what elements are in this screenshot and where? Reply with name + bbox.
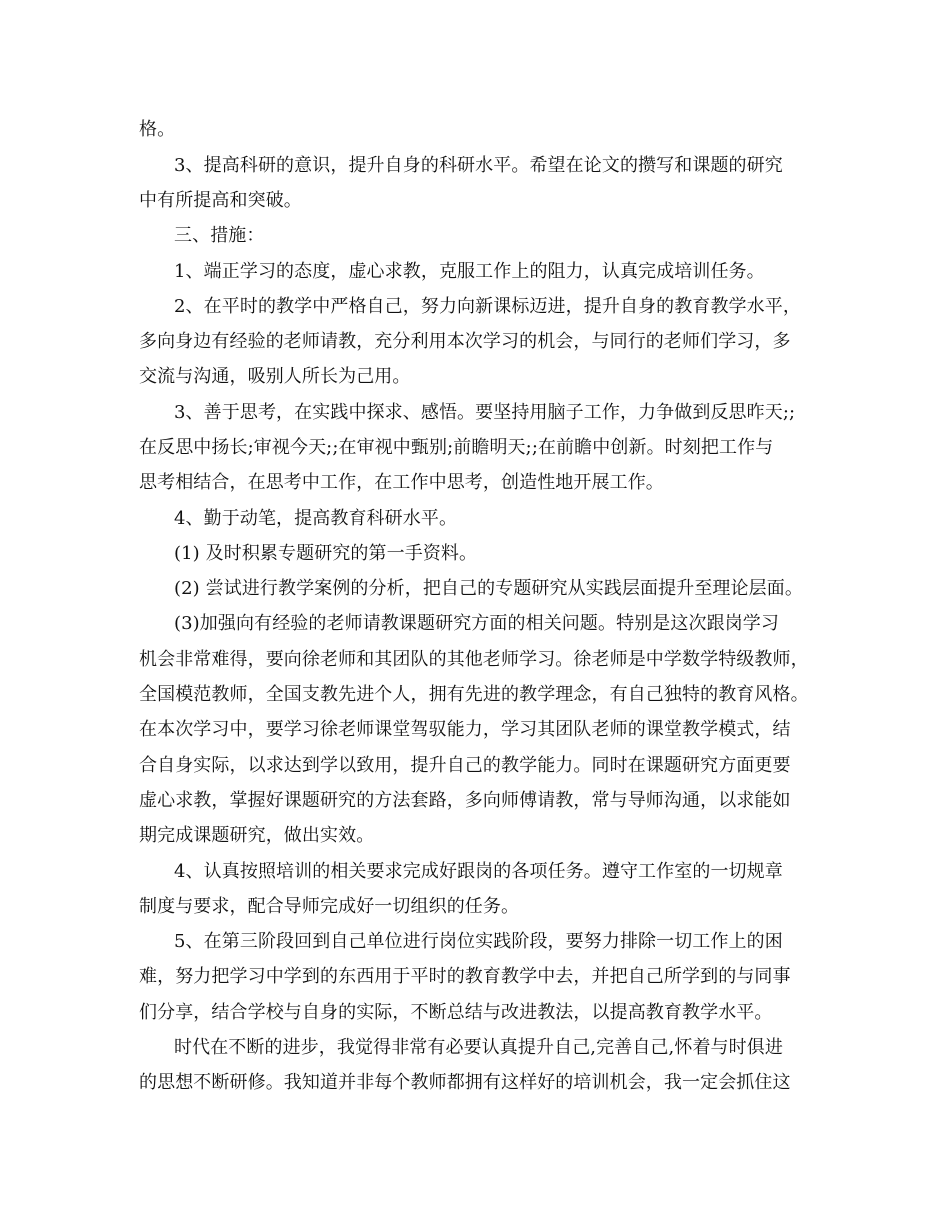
text-line: 交流与沟通，吸别人所长为己用。 (139, 366, 411, 387)
text-line: 1、端正学习的态度，虚心求教，克服工作上的阻力，认真完成培训任务。 (174, 261, 765, 282)
text-line: 合自身实际，以求达到学以致用，提升自己的教学能力。同时在课题研究方面更要 (139, 755, 791, 776)
text-line: 5、在第三阶段回到自己单位进行岗位实践阶段，要努力排除一切工作上的困 (174, 931, 783, 952)
text-line: 时代在不断的进步，我觉得非常有必要认真提升自己,完善自己,怀着与时俱进 (174, 1037, 783, 1058)
text-line: 思考相结合，在思考中工作，在工作中思考，创造性地开展工作。 (139, 472, 664, 493)
text-line: (1) 及时积累专题研究的第一手资料。 (174, 543, 478, 564)
text-line: 期完成课题研究，做出实效。 (139, 825, 375, 846)
text-line: (2) 尝试进行教学案例的分析，把自己的专题研究从实践层面提升至理论层面。 (174, 578, 803, 599)
text-line: 全国模范教师，全国支教先进个人，拥有先进的教学理念，有自己独特的教育风格。 (139, 684, 809, 705)
section-heading: 三、措施： (174, 225, 265, 246)
text-line: 格。 (139, 119, 176, 140)
text-line: 机会非常难得，要向徐老师和其团队的其他老师学习。徐老师是中学数学特级教师， (139, 649, 809, 670)
text-line: 在反思中扬长;审视今天;;在审视中甄别;前瞻明天;;在前瞻中创新。时刻把工作与 (139, 437, 774, 458)
text-line: 的思想不断研修。我知道并非每个教师都拥有这样好的培训机会，我一定会抓住这 (139, 1072, 791, 1093)
text-line: 中有所提高和突破。 (139, 190, 302, 211)
text-line: 4、认真按照培训的相关要求完成好跟岗的各项任务。遵守工作室的一切规章 (174, 861, 783, 882)
text-line: 3、提高科研的意识，提升自身的科研水平。希望在论文的攒写和课题的研究 (174, 155, 783, 176)
text-line: 在本次学习中，要学习徐老师课堂驾驭能力，学习其团队老师的课堂教学模式，结 (139, 719, 791, 740)
text-line: 2、在平时的教学中严格自己，努力向新课标迈进，提升自身的教育教学水平， (174, 296, 801, 317)
text-line: 3、善于思考，在实践中探求、感悟。要坚持用脑子工作，力争做到反思昨天;; (174, 402, 796, 423)
text-line: 4、勤于动笔，提高教育科研水平。 (174, 508, 458, 529)
text-line: 多向身边有经验的老师请教，充分利用本次学习的机会，与同行的老师们学习，多 (139, 331, 791, 352)
text-line: 难，努力把学习中学到的东西用于平时的教育教学中去，并把自己所学到的与同事 (139, 966, 791, 987)
text-line: 虚心求教，掌握好课题研究的方法套路，多向师傅请教，常与导师沟通，以求能如 (139, 790, 791, 811)
text-line: 们分享，结合学校与自身的实际，不断总结与改进教法，以提高教育教学水平。 (139, 1002, 773, 1023)
text-line: (3)加强向有经验的老师请教课题研究方面的相关问题。特别是这次跟岗学习 (174, 613, 779, 634)
text-line: 制度与要求，配合导师完成好一切组织的任务。 (139, 896, 520, 917)
